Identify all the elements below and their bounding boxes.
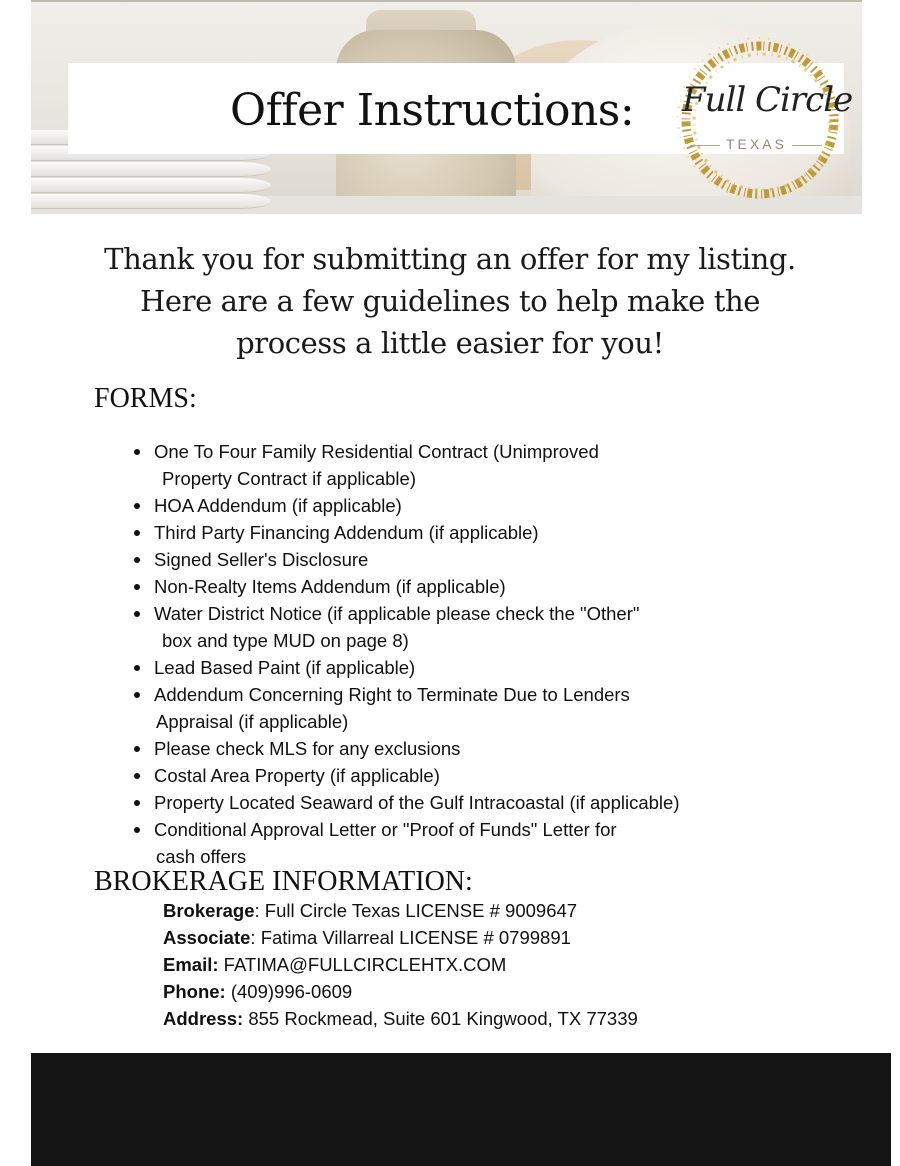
associate-row bbox=[163, 924, 638, 951]
address-value: 855 Rockmead, Suite 601 Kingwood, TX 77339 bbox=[248, 1008, 638, 1029]
list-item-text-continued: cash offers bbox=[156, 846, 247, 867]
list-item-text-continued: Appraisal (if applicable) bbox=[156, 711, 349, 732]
brokerage-label: Brokerage bbox=[163, 900, 255, 921]
list-item-text: Costal Area Property (if applicable) bbox=[154, 765, 440, 786]
list-item bbox=[134, 492, 834, 519]
list-item-text: Water District Notice (if applicable please check the "Other" bbox=[154, 603, 640, 624]
list-item bbox=[134, 816, 834, 870]
brokerage-heading: BROKERAGE INFORMATION: bbox=[94, 866, 473, 897]
list-item bbox=[134, 546, 834, 573]
separator: : bbox=[254, 900, 265, 921]
intro-line: Here are a few guidelines to help make the bbox=[139, 284, 761, 318]
phone-row bbox=[163, 978, 638, 1005]
hero-top-border bbox=[31, 0, 862, 2]
list-item-text: Conditional Approval Letter or "Proof of Funds" Letter for bbox=[154, 819, 617, 840]
separator: : bbox=[250, 927, 261, 948]
address-label: Address: bbox=[163, 1008, 244, 1029]
email-row bbox=[163, 951, 638, 978]
list-item-text: Lead Based Paint (if applicable) bbox=[154, 657, 416, 678]
logo-sub-text: TEXAS bbox=[726, 136, 787, 152]
forms-list bbox=[134, 438, 834, 870]
logo-rule-right bbox=[792, 145, 822, 146]
list-item bbox=[134, 654, 834, 681]
list-item bbox=[134, 573, 834, 600]
list-item-text: Non-Realty Items Addendum (if applicable) bbox=[154, 576, 506, 597]
associate-value: Fatima Villarreal LICENSE # 0799891 bbox=[260, 927, 571, 948]
list-item bbox=[134, 735, 834, 762]
phone-label: Phone: bbox=[163, 981, 226, 1002]
full-circle-logo-ring bbox=[672, 30, 852, 210]
list-item bbox=[134, 438, 834, 492]
associate-label: Associate bbox=[163, 927, 251, 948]
brokerage-row bbox=[163, 897, 638, 924]
list-item-text: Signed Seller's Disclosure bbox=[154, 549, 369, 570]
intro-line: process a little easier for you! bbox=[236, 326, 664, 360]
intro-line: Thank you for submitting an offer for my listing. bbox=[104, 242, 796, 276]
list-item-text: Property Located Seaward of the Gulf Intracoastal (if applicable) bbox=[154, 792, 680, 813]
email-label: Email: bbox=[163, 954, 219, 975]
list-item-text: HOA Addendum (if applicable) bbox=[154, 495, 402, 516]
list-item-text: Third Party Financing Addendum (if applicable) bbox=[154, 522, 539, 543]
plate bbox=[31, 194, 271, 209]
footer-band bbox=[31, 1053, 891, 1166]
list-item bbox=[134, 519, 834, 546]
list-item bbox=[134, 762, 834, 789]
brokerage-value: Full Circle Texas LICENSE # 9009647 bbox=[264, 900, 578, 921]
page-title: Offer Instructions: bbox=[230, 85, 635, 136]
forms-heading: FORMS: bbox=[94, 383, 197, 414]
list-item-text: Please check MLS for any exclusions bbox=[154, 738, 461, 759]
list-item bbox=[134, 600, 834, 654]
list-item-text-continued: box and type MUD on page 8) bbox=[162, 630, 409, 651]
list-item bbox=[134, 681, 834, 735]
email-value: FATIMA@FULLCIRCLEHTX.COM bbox=[223, 954, 507, 975]
list-item-text: One To Four Family Residential Contract (Unimproved bbox=[154, 441, 599, 462]
plate bbox=[31, 178, 271, 193]
address-row bbox=[163, 1005, 638, 1032]
phone-value: (409)996-0609 bbox=[230, 981, 353, 1002]
logo-script-text: Full Circle bbox=[682, 80, 853, 120]
list-item-text: Addendum Concerning Right to Terminate Due to Lenders bbox=[154, 684, 630, 705]
logo-rule-left bbox=[690, 145, 720, 146]
plate bbox=[31, 162, 271, 177]
list-item bbox=[134, 789, 834, 816]
brokerage-info bbox=[163, 897, 638, 1032]
list-item-text-continued: Property Contract if applicable) bbox=[162, 468, 416, 489]
intro-paragraph bbox=[60, 238, 840, 364]
